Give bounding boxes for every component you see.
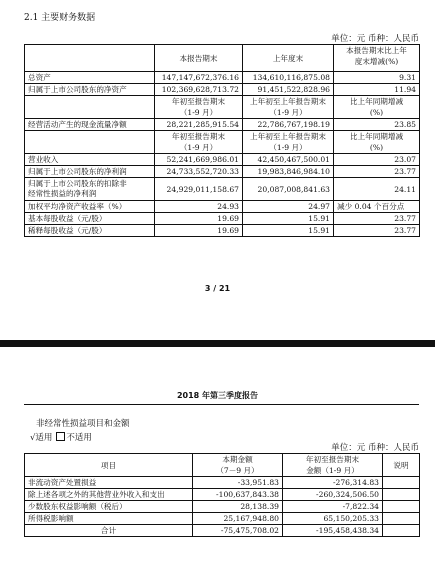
header-note: 说明 — [383, 454, 420, 477]
row-ytd: -276,314.83 — [283, 477, 383, 489]
table-row — [25, 513, 420, 525]
row-prior: 24.97 — [243, 201, 334, 213]
table-header-row — [25, 454, 420, 466]
row-change: 23.85 — [334, 119, 420, 131]
inc-header-current-line2: （1-9 月） — [155, 142, 243, 154]
row-current: 28,221,285,915.54 — [155, 119, 243, 131]
cf-header-prior-line2: （1-9 月） — [243, 107, 334, 119]
page-number: 3 / 21 — [204, 284, 231, 293]
row-change: 23.07 — [334, 154, 420, 166]
row-prior: 15.91 — [243, 225, 334, 237]
row-change: 23.77 — [334, 213, 420, 225]
row-current: 24,929,011,158.67 — [155, 178, 243, 201]
header-blank — [25, 45, 155, 72]
row-ytd: -260,324,506.50 — [283, 489, 383, 501]
option-not-applicable: 不适用 — [66, 433, 92, 443]
header-ytd-line1: 年初至报告期末 — [283, 454, 383, 466]
table-header-row — [25, 45, 420, 57]
row-current: 102,369,628,713.72 — [155, 84, 243, 96]
report-page-2 — [0, 377, 435, 565]
row-label: 营业收入 — [25, 154, 155, 166]
header-current: 本报告期末 — [155, 45, 243, 72]
row-change: 11.94 — [334, 84, 420, 96]
row-current: 19.69 — [155, 225, 243, 237]
table-row — [25, 119, 420, 131]
row-prior: 20,087,008,841.63 — [243, 178, 334, 201]
row-prior: 15.91 — [243, 213, 334, 225]
row-label: 加权平均净资产收益率（%） — [25, 201, 155, 213]
inc-header-change-line1: 比上年同期增减 — [334, 131, 420, 143]
row-label-line1: 归属于上市公司股东的扣除非 — [28, 179, 127, 188]
row-current: 28,138.39 — [193, 501, 283, 513]
row-item: 少数股东权益影响额（税后） — [25, 501, 193, 513]
row-ytd: 65,150,205.33 — [283, 513, 383, 525]
row-prior: 134,610,116,875.08 — [243, 72, 334, 84]
row-note — [383, 501, 420, 513]
header-change-line1: 本报告期末比上年 — [334, 45, 420, 57]
total-ytd: -195,458,438.34 — [283, 525, 383, 537]
header-current-line2: （7－9 月） — [193, 465, 283, 477]
table-row — [25, 84, 420, 96]
table-row — [25, 213, 420, 225]
header-rule — [24, 404, 419, 405]
row-change: 减少 0.04 个百分点 — [334, 201, 420, 213]
table-row — [25, 166, 420, 178]
cf-header-change-line1: 比上年同期增减 — [334, 96, 420, 108]
row-item: 非流动资产处置损益 — [25, 477, 193, 489]
page-divider — [0, 340, 435, 347]
header-change-line2: 度末增减(%) — [334, 56, 420, 67]
table-row — [25, 489, 420, 501]
total-row — [25, 525, 420, 537]
inc-header-current-line1: 年初至报告期末 — [155, 131, 243, 143]
header-ytd-line2: 金额（1-9 月） — [283, 465, 383, 477]
cashflow-header-row — [25, 96, 420, 108]
financial-data-table — [24, 44, 420, 237]
cf-header-prior-line1: 上年初至上年报告期末 — [243, 96, 334, 108]
header-item: 项目 — [25, 454, 193, 477]
table-row — [25, 72, 420, 84]
inc-header-change-line2: (%) — [334, 142, 420, 154]
applicability-options — [30, 431, 92, 443]
table-row — [25, 154, 420, 166]
row-note — [383, 489, 420, 501]
row-label: 总资产 — [25, 72, 155, 84]
row-label-line2: 经常性损益的净利润 — [28, 189, 97, 198]
total-current: -75,475,708.02 — [193, 525, 283, 537]
cf-header-current-line2: （1-9 月） — [155, 107, 243, 119]
total-label: 合计 — [25, 525, 193, 537]
table-row — [25, 225, 420, 237]
row-current: 25,167,948.80 — [193, 513, 283, 525]
header-blank — [25, 131, 155, 154]
inc-header-prior-line1: 上年初至上年报告期末 — [243, 131, 334, 143]
row-note — [383, 513, 420, 525]
header-current-line1: 本期金额 — [193, 454, 283, 466]
row-item: 除上述各项之外的其他营业外收入和支出 — [25, 489, 193, 501]
nonrecurring-table — [24, 453, 420, 537]
row-label: 稀释每股收益（元/股） — [25, 225, 155, 237]
header-prior: 上年度末 — [243, 45, 334, 72]
cf-header-change-line2: (%) — [334, 107, 420, 119]
unit-label: 单位：元 币种：人民币 — [331, 34, 419, 44]
row-label: 归属于上市公司股东的净资产 — [25, 84, 155, 96]
table-row — [25, 178, 420, 201]
row-current: 147,147,672,376.16 — [155, 72, 243, 84]
table-row — [25, 501, 420, 513]
inc-header-prior-line2: （1-9 月） — [243, 142, 334, 154]
unit-label-2: 单位：元 币种：人民币 — [331, 443, 419, 453]
row-change: 23.77 — [334, 166, 420, 178]
row-label: 经营活动产生的现金流量净额 — [25, 119, 155, 131]
row-current: 19.69 — [155, 213, 243, 225]
row-change: 23.77 — [334, 225, 420, 237]
cf-header-current-line1: 年初至报告期末 — [155, 96, 243, 108]
option-applicable: √适用 — [30, 433, 53, 443]
row-current: -100,637,843.38 — [193, 489, 283, 501]
row-change: 9.31 — [334, 72, 420, 84]
row-ytd: -7,822.34 — [283, 501, 383, 513]
row-label: 基本每股收益（元/股） — [25, 213, 155, 225]
section-title: 2.1 主要财务数据 — [24, 13, 96, 23]
row-note — [383, 477, 420, 489]
header-blank — [25, 96, 155, 119]
row-current: -33,951.83 — [193, 477, 283, 489]
income-header-row — [25, 131, 420, 143]
row-current: 52,241,669,986.01 — [155, 154, 243, 166]
nonrecurring-title: 非经常性损益项目和金额 — [36, 419, 130, 429]
row-label — [25, 178, 155, 201]
row-current: 24.93 — [155, 201, 243, 213]
total-note — [383, 525, 420, 537]
row-prior: 91,451,522,828.96 — [243, 84, 334, 96]
table-row — [25, 477, 420, 489]
row-label: 归属于上市公司股东的净利润 — [25, 166, 155, 178]
row-prior: 22,786,767,198.19 — [243, 119, 334, 131]
row-change: 24.11 — [334, 178, 420, 201]
table-row — [25, 201, 420, 213]
row-prior: 19,983,846,984.10 — [243, 166, 334, 178]
report-title: 2018 年第三季度报告 — [176, 391, 259, 400]
row-item: 所得税影响额 — [25, 513, 193, 525]
checkbox-icon — [56, 432, 65, 441]
row-current: 24,733,552,720.33 — [155, 166, 243, 178]
row-prior: 42,450,467,500.01 — [243, 154, 334, 166]
